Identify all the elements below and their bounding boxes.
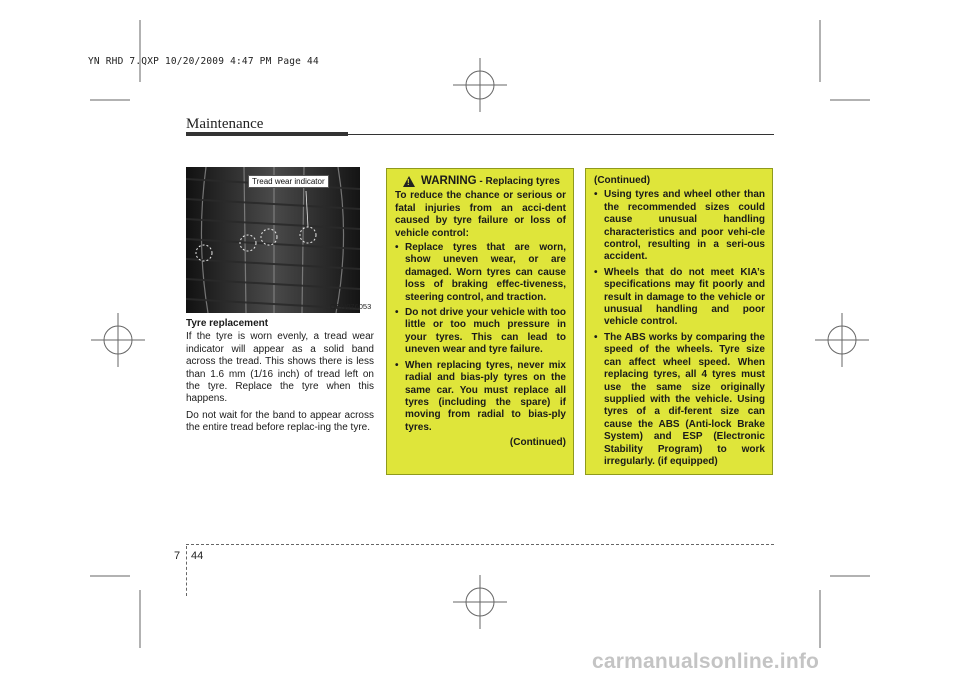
registration-mark-left [91,313,145,367]
continued-label: (Continued) [509,437,566,449]
tread-wear-callout: Tread wear indicator [248,175,329,188]
tyre-tread-illustration [186,167,360,313]
registration-mark-right [815,313,869,367]
print-header: YN RHD 7.QXP 10/20/2009 4:47 PM Page 44 [88,56,319,67]
site-watermark[interactable]: carmanualsonline.info [592,650,820,673]
warning-list [395,242,566,434]
body-column [186,318,374,439]
tyre-tread-photo [186,167,360,313]
header-rule-thick [186,132,348,136]
continued-item: • Wheels that do not meet KIA’s specifications may fit poorly and result in damage to the vehicle or unusual handling and poor vehicle control. [594,267,765,329]
continued-item: • Using tyres and wheel other than the recommended sizes could cause unusual handling characteristics and poor vehi-cle control, resulting in a seri-ous accident. [594,189,765,263]
warning-item: • When replacing tyres, never mix radial and bias-ply tyres on the same car. You must replace all tyres (including the spare) if moving from radial to bias-ply tyres. [395,360,566,434]
body-paragraph: Do not wait for the band to appear across the entire tread before replac-ing the tyre. [186,409,374,434]
figure-code: OEN076053 [330,302,372,311]
chapter-number: 7 [174,550,181,562]
body-paragraph: If the tyre is worn evenly, a tread wear indicator will appear as a solid band across the tread. This shows there is less than 1.6 mm (1/16 inch) of tread left on the tyre. Replace the tyre when this happens. [186,331,374,405]
warning-box [386,168,574,475]
section-title: Maintenance [186,116,264,132]
header-rule-thin [348,134,774,135]
warning-item: • Do not drive your vehicle with too little or too much pressure in your tyres. This can lead to uneven wear and tyre failure. [395,307,566,357]
registration-mark-bottom [453,575,507,629]
warning-triangle-icon: ! [403,176,415,187]
registration-mark-top [453,58,507,112]
body-heading: Tyre replacement [186,318,269,329]
warning-heading [403,175,566,188]
warning-word: WARNING [421,175,477,187]
continued-heading: (Continued) [594,175,651,186]
warning-intro: To reduce the chance or serious or fatal injuries from an acci-dent caused by tyre failure or loss of vehicle control: [395,190,566,239]
continued-warning-box [585,168,773,475]
page-number: 44 [191,550,204,562]
continued-list [594,189,765,468]
warning-subtitle: - Replacing tyres [479,176,560,187]
footer-separator [186,546,187,596]
warning-item: • Replace tyres that are worn, show uneven wear, or are damaged. Worn tyres can cause loss of braking effec-tiveness, steering control, and traction. [395,242,566,304]
footer-rule [186,544,774,545]
continued-item: • The ABS works by comparing the speed of the wheels. Tyre size can affect wheel speed. When replacing tyres, all 4 tyres must use the same size originally supplied with the vehicle. Using tyres of a dif-ferent size can cause the ABS (Anti-lock Brake System) and ESP (Electronic Stability Program) to work irregularly. (if equipped) [594,332,765,468]
